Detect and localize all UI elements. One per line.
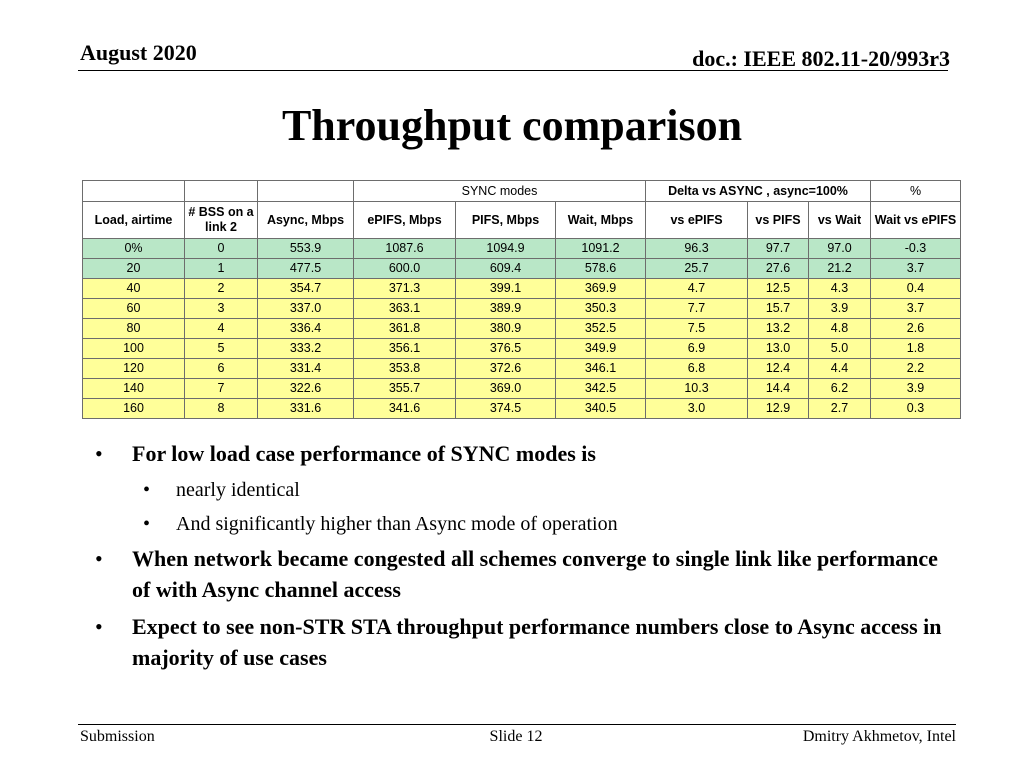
sub-bullet-item [92, 511, 952, 537]
table-row [83, 239, 961, 259]
table-cell: 342.5 [556, 379, 646, 399]
table-cell: 1.8 [871, 339, 961, 359]
table-cell: 12.4 [748, 359, 809, 379]
table-cell: 3.0 [646, 399, 748, 419]
table-cell: 100 [83, 339, 185, 359]
table-cell: 6 [185, 359, 258, 379]
table-cell: 352.5 [556, 319, 646, 339]
table-cell: 1091.2 [556, 239, 646, 259]
bullet-text: When network became congested all schemes converge to single link like performance of with Async channel access [132, 546, 938, 602]
bullet-text: Expect to see non-STR STA throughput performance numbers close to Async access in majority of use cases [132, 614, 942, 670]
bullet-text: nearly identical [176, 479, 300, 501]
table-cell: 380.9 [456, 319, 556, 339]
table-cell: 372.6 [456, 359, 556, 379]
table-cell: 331.6 [258, 399, 354, 419]
table-cell: 399.1 [456, 279, 556, 299]
table-cell: 0 [185, 239, 258, 259]
footer-submission: Submission [80, 728, 155, 745]
table-cell: 21.2 [809, 259, 871, 279]
table-group-header-row [83, 181, 961, 202]
table-cell: 13.2 [748, 319, 809, 339]
table-cell: 60 [83, 299, 185, 319]
bullet-marker: • [143, 513, 151, 535]
table-cell: 369.0 [456, 379, 556, 399]
table-body [83, 239, 961, 419]
col-header-epifs: ePIFS, Mbps [354, 202, 456, 239]
table-cell: 355.7 [354, 379, 456, 399]
col-header-async: Async, Mbps [258, 202, 354, 239]
bullet-marker: • [143, 479, 151, 501]
bullet-item [92, 543, 952, 605]
table-cell: 0.4 [871, 279, 961, 299]
table-cell: 4.3 [809, 279, 871, 299]
table-row [83, 259, 961, 279]
table-cell: 600.0 [354, 259, 456, 279]
table-cell: 356.1 [354, 339, 456, 359]
table-cell: 13.0 [748, 339, 809, 359]
table-header-row [83, 202, 961, 239]
table-cell: 20 [83, 259, 185, 279]
table-cell: 376.5 [456, 339, 556, 359]
group-header-empty [185, 181, 258, 202]
table-cell: 2.2 [871, 359, 961, 379]
table-row [83, 399, 961, 419]
table-cell: 374.5 [456, 399, 556, 419]
table-cell: 7.7 [646, 299, 748, 319]
table-cell: 353.8 [354, 359, 456, 379]
table-cell: 12.5 [748, 279, 809, 299]
table-cell: 6.2 [809, 379, 871, 399]
group-header-empty [258, 181, 354, 202]
table-cell: 160 [83, 399, 185, 419]
table-cell: 6.8 [646, 359, 748, 379]
table-cell: 4 [185, 319, 258, 339]
table-cell: -0.3 [871, 239, 961, 259]
table-cell: 553.9 [258, 239, 354, 259]
table-row [83, 379, 961, 399]
header-date: August 2020 [80, 40, 197, 65]
group-header-empty [83, 181, 185, 202]
col-header-vs-epifs: vs ePIFS [646, 202, 748, 239]
col-header-pifs: PIFS, Mbps [456, 202, 556, 239]
bullet-list [92, 432, 952, 673]
footer-author: Dmitry Akhmetov, Intel [802, 728, 956, 745]
table-cell: 578.6 [556, 259, 646, 279]
table-cell: 1094.9 [456, 239, 556, 259]
table-cell: 3.9 [871, 379, 961, 399]
table-cell: 4.4 [809, 359, 871, 379]
table-cell: 10.3 [646, 379, 748, 399]
slide-title: Throughput comparison [281, 101, 743, 150]
table-row [83, 359, 961, 379]
table-cell: 609.4 [456, 259, 556, 279]
table-cell: 6.9 [646, 339, 748, 359]
table-cell: 14.4 [748, 379, 809, 399]
table-cell: 340.5 [556, 399, 646, 419]
table-cell: 25.7 [646, 259, 748, 279]
footer-slide-number: Slide 12 [489, 728, 543, 745]
bullet-text: For low load case performance of SYNC modes is [132, 441, 596, 466]
bullet-marker: • [95, 546, 103, 571]
table-cell: 369.9 [556, 279, 646, 299]
bullet-item [92, 438, 952, 469]
table-cell: 1087.6 [354, 239, 456, 259]
table-cell: 120 [83, 359, 185, 379]
table-cell: 337.0 [258, 299, 354, 319]
col-header-bss: # BSS on a link 2 [185, 202, 258, 239]
table-cell: 3.9 [809, 299, 871, 319]
group-header-delta: Delta vs ASYNC , async=100% [646, 181, 871, 202]
table-cell: 5.0 [809, 339, 871, 359]
table-row [83, 279, 961, 299]
table-cell: 40 [83, 279, 185, 299]
table-cell: 5 [185, 339, 258, 359]
col-header-load: Load, airtime [83, 202, 185, 239]
table-cell: 140 [83, 379, 185, 399]
table-cell: 27.6 [748, 259, 809, 279]
group-header-sync: SYNC modes [354, 181, 646, 202]
table-cell: 336.4 [258, 319, 354, 339]
throughput-table [82, 180, 961, 419]
header-doc-id: doc.: IEEE 802.11-20/993r3 [692, 46, 950, 71]
table-cell: 3.7 [871, 299, 961, 319]
table-row [83, 319, 961, 339]
table-cell: 346.1 [556, 359, 646, 379]
table-cell: 97.0 [809, 239, 871, 259]
table-cell: 15.7 [748, 299, 809, 319]
footer-divider [78, 724, 956, 725]
header-divider [78, 70, 948, 71]
table-cell: 389.9 [456, 299, 556, 319]
table-cell: 96.3 [646, 239, 748, 259]
table-cell: 4.8 [809, 319, 871, 339]
table-cell: 0.3 [871, 399, 961, 419]
table-cell: 2 [185, 279, 258, 299]
bullet-text: And significantly higher than Async mode of operation [176, 513, 618, 535]
table-cell: 477.5 [258, 259, 354, 279]
table-cell: 361.8 [354, 319, 456, 339]
table-cell: 3.7 [871, 259, 961, 279]
table-cell: 0% [83, 239, 185, 259]
table-row [83, 339, 961, 359]
table-cell: 7.5 [646, 319, 748, 339]
table-cell: 97.7 [748, 239, 809, 259]
table-cell: 333.2 [258, 339, 354, 359]
bullet-marker: • [95, 614, 103, 639]
table-cell: 341.6 [354, 399, 456, 419]
table-cell: 2.7 [809, 399, 871, 419]
table-cell: 12.9 [748, 399, 809, 419]
table-cell: 80 [83, 319, 185, 339]
table-cell: 363.1 [354, 299, 456, 319]
col-header-wait: Wait, Mbps [556, 202, 646, 239]
table-cell: 2.6 [871, 319, 961, 339]
col-header-wait-vs-epifs: Wait vs ePIFS [871, 202, 961, 239]
table-cell: 349.9 [556, 339, 646, 359]
table-cell: 331.4 [258, 359, 354, 379]
table-cell: 7 [185, 379, 258, 399]
table-row [83, 299, 961, 319]
table-cell: 8 [185, 399, 258, 419]
bullet-item [92, 611, 952, 673]
table-cell: 354.7 [258, 279, 354, 299]
col-header-vs-wait: vs Wait [809, 202, 871, 239]
table-cell: 4.7 [646, 279, 748, 299]
sub-bullet-item [92, 477, 952, 503]
group-header-pct: % [871, 181, 961, 202]
col-header-vs-pifs: vs PIFS [748, 202, 809, 239]
table-cell: 1 [185, 259, 258, 279]
table-cell: 350.3 [556, 299, 646, 319]
table-cell: 3 [185, 299, 258, 319]
table-cell: 371.3 [354, 279, 456, 299]
bullet-marker: • [95, 441, 103, 466]
table-cell: 322.6 [258, 379, 354, 399]
